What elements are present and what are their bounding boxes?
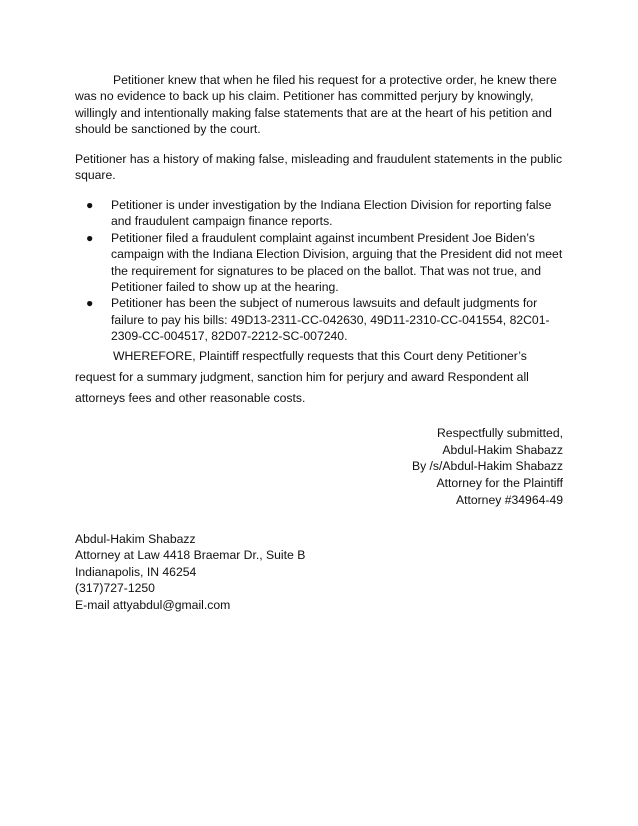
bullet-text: Petitioner has been the subject of numerous lawsuits and default judgments for failure to pay his bills: 49D13-2311-CC-042630, 49D11-2310-CC-041554, 82C01-2309-CC-004517, 82D07-2212-SC-007240.	[111, 296, 550, 344]
address-name: Abdul-Hakim Shabazz	[75, 532, 196, 546]
list-item	[75, 230, 570, 296]
address-street: Attorney at Law 4418 Braemar Dr., Suite B	[75, 548, 306, 563]
attorney-number: Attorney #34964-49	[455, 492, 563, 507]
electronic-signature: By /s/Abdul-Hakim Shabazz	[411, 459, 563, 474]
signer-role: Attorney for the Plaintiff	[436, 476, 563, 491]
paragraph-history: Petitioner has a history of making false, misleading and fraudulent statements in the public square.	[75, 152, 563, 183]
list-item	[75, 197, 570, 230]
bullet-text: Petitioner filed a fraudulent complaint against incumbent President Joe Biden’s campaign with the Indiana Election Division, arguing that the President did not meet the requirement for signatures to be placed on the ballot. That was not true, and Petitioner failed to show up at the hearing.	[111, 230, 563, 295]
address-block	[75, 531, 305, 613]
bullet-marker: ●	[86, 198, 94, 212]
signer-name: Abdul-Hakim Shabazz	[442, 442, 563, 457]
signature-block	[412, 425, 563, 509]
address-email: E-mail attyabdul@gmail.com	[75, 597, 231, 612]
list-item	[75, 295, 570, 344]
closing-line: Respectfully submitted,	[437, 426, 563, 440]
bullet-text: Petitioner is under investigation by the Indiana Election Division for reporting false and fraudulent campaign finance reports.	[111, 198, 552, 229]
bullet-list	[75, 197, 570, 345]
bullet-marker: ●	[86, 230, 94, 245]
address-city: Indianapolis, IN 46254	[75, 564, 197, 579]
paragraph-wherefore: WHEREFORE, Plaintiff respectfully requests that this Court deny Petitioner’s request for a summary judgment, sanction him for perjury and award Respondent all attorneys fees and other reasonable costs.	[75, 349, 529, 405]
paragraph-perjury: Petitioner knew that when he filed his request for a protective order, he knew there was no evidence to back up his claim. Petitioner has committed perjury by knowingly, willingly and intentionally making false statements that are at the heart of his petition and should be sanctioned by the court.	[75, 73, 557, 137]
bullet-marker: ●	[86, 296, 94, 311]
address-phone: (317)727-1250	[75, 581, 155, 596]
